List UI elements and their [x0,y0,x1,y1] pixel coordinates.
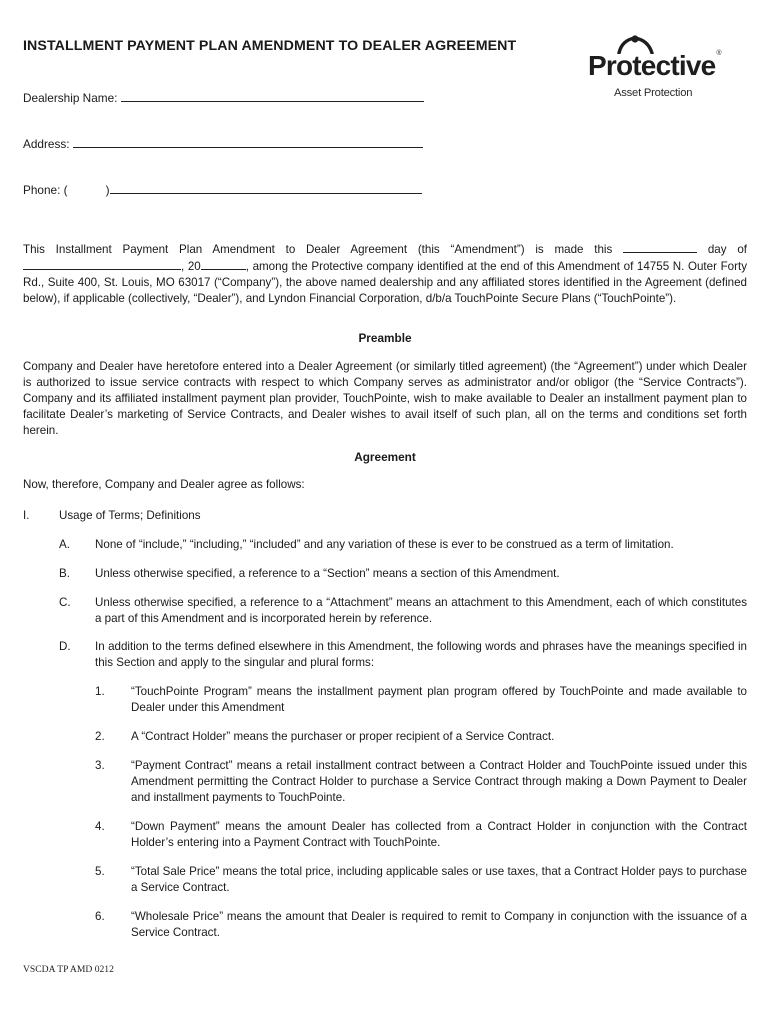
address-label: Address: [23,137,70,151]
definition-number: 2. [95,730,105,743]
subsection-text: Unless otherwise specified, a reference to a “Section” means a section of this Amendment. [95,567,560,580]
subsection-mark: D. [59,640,71,653]
definition-text: “Total Sale Price” means the total price, including applicable sales or use taxes, that a Contract Holder pays to purchase a Service Contract. [131,865,747,894]
agreement-heading: Agreement [354,450,416,464]
definition-number: 4. [95,820,105,833]
phone-open-paren: ( [63,183,68,197]
month-blank[interactable] [23,258,181,270]
definition-text: “Payment Contract” means a retail installment contract between a Contract Holder and TouchPointe issued under this Amendment permitting the Contract Holder to purchase a Service Contract through making a Down Payment to Dealer and installment payments to TouchPointe. [131,759,747,804]
preamble-paragraph: Company and Dealer have heretofore entered into a Dealer Agreement (or similarly titled agreement) (the “Agreement”) under which Dealer is authorized to issue service contracts with respect to which Company serves as administrator and/or obligor (the “Service Contracts”). Company and its affiliated installment payment plan provider, TouchPointe, wish to make available to Dealer an installment payment plan to facilitate Dealer’s marketing of Service Contracts, and Dealer wishes to avail itself of such plan, all on the terms and conditions set forth herein. [23,360,747,437]
definition-number: 5. [95,865,105,878]
definition-text: A “Contract Holder” means the purchaser or proper recipient of a Service Contract. [131,730,555,743]
subsection-text: None of “include,” “including,” “included” and any variation of these is ever to be construed as a term of limitation. [95,538,674,551]
subsection-text: Unless otherwise specified, a reference to a “Attachment” means an attachment to this Amendment, each of which constitutes a part of this Amendment and is incorporated herein by reference. [95,596,747,625]
dealership-name-field [23,90,424,105]
document-code: VSCDA TP AMD 0212 [23,964,114,975]
preamble-heading: Preamble [358,331,412,345]
dealership-name-line[interactable] [121,90,424,102]
subsection-mark: C. [59,596,71,609]
definition-number: 3. [95,759,105,772]
subsection-text: In addition to the terms defined elsewhere in this Amendment, the following words and phrases have the meanings specified in this Section and apply to the singular and plural forms: [95,640,747,669]
section-number: I. [23,509,30,522]
year-blank[interactable] [201,258,246,270]
subsection-mark: A. [59,538,70,551]
subsection-mark: B. [59,567,70,580]
definition-number: 1. [95,685,105,698]
definition-text: “Down Payment” means the amount Dealer has collected from a Contract Holder in conjunction with the Contract Holder’s entering into a Payment Contract with TouchPointe. [131,820,747,849]
phone-field [23,182,422,197]
dealership-name-label: Dealership Name: [23,91,118,105]
logo-wordmark: Protective® [588,50,721,81]
logo-subtitle: Asset Protection [614,87,693,99]
phone-close-paren: ) [105,183,110,197]
definition-text: “TouchPointe Program” means the installment payment plan program offered by TouchPointe and made available to Dealer under this Amendment [131,685,747,714]
definition-number: 6. [95,910,105,923]
definition-text: “Wholesale Price” means the amount that Dealer is required to remit to Company in conjunction with the issuance of a Service Contract. [131,910,747,939]
intro-paragraph: This Installment Payment Plan Amendment to Dealer Agreement (this “Amendment”) is made this day of , 20 , among the Protective company identified at the end of this Amendment of 14755 N. Outer Forty Rd., Suite 400, St. Louis, MO 63017 (“Company”), the above named dealership and any affiliated stores identified in the Agreement (defined below), if applicable (collectively, “Dealer”), and Lyndon Financial Corporation, d/b/a TouchPointe Secure Plans (“TouchPointe”). [23,243,747,305]
protective-logo [586,34,736,104]
section-title: Usage of Terms; Definitions [59,509,201,522]
document-title: INSTALLMENT PAYMENT PLAN AMENDMENT TO DEALER AGREEMENT [23,38,517,54]
phone-line[interactable] [110,182,422,194]
address-line[interactable] [73,136,423,148]
phone-label: Phone: [23,183,61,197]
agreement-intro: Now, therefore, Company and Dealer agree as follows: [23,478,305,491]
day-blank[interactable] [623,241,697,253]
address-field [23,136,423,151]
